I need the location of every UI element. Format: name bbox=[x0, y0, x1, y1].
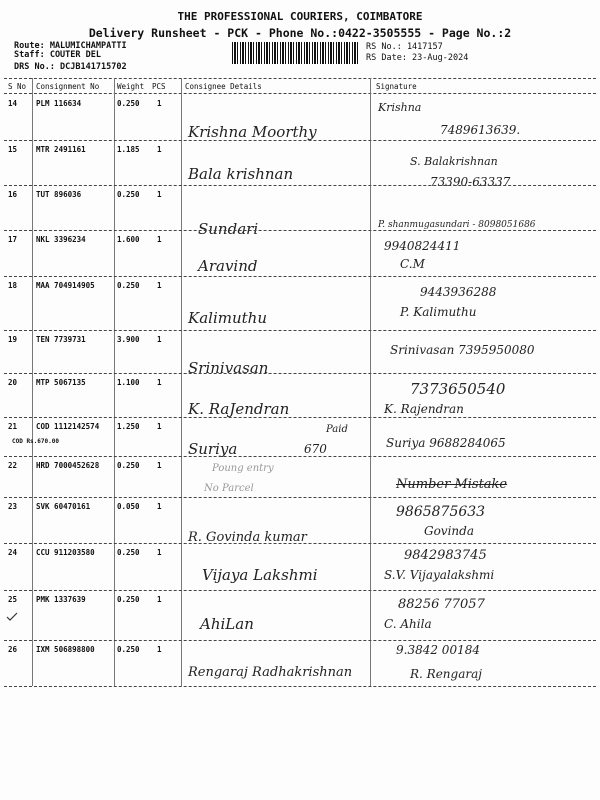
row-rule bbox=[4, 417, 596, 418]
row-pcs: 1 bbox=[157, 378, 162, 387]
row-sno: 17 bbox=[8, 235, 18, 244]
consignee-name: Sundari bbox=[198, 220, 259, 238]
signature-line-2: P. Kalimuthu bbox=[400, 305, 477, 319]
column-divider bbox=[32, 78, 33, 686]
row-rule bbox=[4, 230, 596, 231]
row-weight: 3.900 bbox=[117, 335, 140, 344]
consignee-name: K. RaJendran bbox=[188, 400, 290, 418]
row-pcs: 1 bbox=[157, 235, 162, 244]
signature-line-1: Number Mistake bbox=[396, 477, 508, 492]
row-sno: 26 bbox=[8, 645, 18, 654]
row-sno: 22 bbox=[8, 461, 18, 470]
row-rule bbox=[4, 590, 596, 591]
signature-line-2: K. Rajendran bbox=[384, 402, 464, 416]
row-weight: 1.100 bbox=[117, 378, 140, 387]
row-weight: 1.185 bbox=[117, 145, 140, 154]
consignee-name: Srinivasan bbox=[188, 359, 269, 377]
col-signature-header: Signature bbox=[376, 82, 417, 91]
signature-line-1: Suriya 9688284065 bbox=[386, 436, 506, 450]
column-divider bbox=[114, 78, 115, 686]
signature-line-1: 9.3842 00184 bbox=[396, 643, 480, 657]
row-consignment: TEN 7739731 bbox=[36, 335, 86, 344]
signature-line-1: 9842983745 bbox=[404, 548, 487, 563]
row-weight: 0.250 bbox=[117, 461, 140, 470]
row-rule bbox=[4, 543, 596, 544]
col-consignment-header: Consignment No bbox=[36, 82, 100, 91]
row-sno: 23 bbox=[8, 502, 18, 511]
row-sno: 14 bbox=[8, 99, 18, 108]
signature-line-1: Srinivasan 7395950080 bbox=[390, 343, 535, 357]
signature-line-1: Krishna bbox=[378, 101, 422, 114]
row-rule bbox=[4, 373, 596, 374]
column-divider bbox=[370, 78, 371, 686]
row-pcs: 1 bbox=[157, 335, 162, 344]
signature-line-1: 88256 77057 bbox=[398, 597, 485, 612]
row-pcs: 1 bbox=[157, 190, 162, 199]
column-divider bbox=[181, 78, 182, 686]
row-consignment: HRD 7000452628 bbox=[36, 461, 100, 470]
col-sno-header: S No bbox=[8, 82, 27, 91]
runsheet-title: Delivery Runsheet - PCK - Phone No.:0422-3505555 - Page No.:2 bbox=[88, 26, 512, 40]
row-consignment: PMK 1337639 bbox=[36, 595, 86, 604]
signature-line-1: 9865875633 bbox=[396, 504, 486, 520]
col-pcs-header: PCS bbox=[152, 82, 166, 91]
signature-line-1: 7373650540 bbox=[410, 380, 506, 398]
rs-number: RS No.: 1417157 bbox=[366, 42, 443, 52]
row-weight: 0.250 bbox=[117, 645, 140, 654]
consignee-name: R. Govinda kumar bbox=[188, 530, 307, 545]
signature-line-2: R. Rengaraj bbox=[410, 667, 482, 681]
row-sno: 25 bbox=[8, 595, 18, 604]
row-pcs: 1 bbox=[157, 422, 162, 431]
signature-line-1: P. shanmugasundari - 8098051686 bbox=[378, 220, 536, 230]
consignee-name: Krishna Moorthy bbox=[188, 123, 317, 141]
row-rule bbox=[4, 276, 596, 277]
row-weight: 0.250 bbox=[117, 595, 140, 604]
row-weight: 1.250 bbox=[117, 422, 140, 431]
row-weight: 0.250 bbox=[117, 548, 140, 557]
handwritten-note-1: Poung entry bbox=[212, 463, 274, 474]
consignee-name: Rengaraj Radhakrishnan bbox=[188, 665, 353, 680]
row-weight: 0.250 bbox=[117, 190, 140, 199]
row-consignment: MTP 5067135 bbox=[36, 378, 86, 387]
table-top-rule bbox=[4, 78, 596, 79]
paid-note: Paid bbox=[326, 424, 348, 435]
row-pcs: 1 bbox=[157, 645, 162, 654]
row-weight: 0.050 bbox=[117, 502, 140, 511]
row-consignment: SVK 60470161 bbox=[36, 502, 91, 511]
row-pcs: 1 bbox=[157, 145, 162, 154]
row-consignment: MTR 2491161 bbox=[36, 145, 86, 154]
route-label: Route: MALUMICHAMPATTI bbox=[14, 41, 127, 51]
row-pcs: 1 bbox=[157, 461, 162, 470]
paid-amount: 670 bbox=[304, 442, 327, 456]
row-pcs: 1 bbox=[157, 595, 162, 604]
signature-line-2: S.V. Vijayalakshmi bbox=[384, 568, 495, 582]
check-mark-icon bbox=[6, 612, 18, 622]
row-sno: 15 bbox=[8, 145, 18, 154]
barcode-image bbox=[232, 42, 360, 64]
row-rule bbox=[4, 185, 596, 186]
consignee-name: Vijaya Lakshmi bbox=[202, 566, 318, 584]
row-consignment: TUT 896036 bbox=[36, 190, 82, 199]
header-rule bbox=[4, 93, 596, 94]
row-consignment: CCU 911203580 bbox=[36, 548, 95, 557]
row-pcs: 1 bbox=[157, 548, 162, 557]
row-consignment: IXM 506898800 bbox=[36, 645, 95, 654]
row-sno: 16 bbox=[8, 190, 18, 199]
row-rule bbox=[4, 640, 596, 641]
signature-line-1: 9443936288 bbox=[420, 285, 497, 299]
consignee-name: AhiLan bbox=[200, 615, 254, 633]
row-consignment: PLM 116634 bbox=[36, 99, 82, 108]
row-weight: 1.600 bbox=[117, 235, 140, 244]
signature-line-2: 73390-63337 bbox=[430, 175, 511, 189]
row-pcs: 1 bbox=[157, 281, 162, 290]
signature-line-2: C.M bbox=[400, 257, 425, 271]
row-rule bbox=[4, 330, 596, 331]
col-consignee-header: Consignee Details bbox=[185, 82, 262, 91]
consignee-name: Aravind bbox=[198, 257, 258, 275]
drs-label: DRS No.: DCJB141715702 bbox=[14, 62, 127, 72]
cod-amount: COD Rs.670.00 bbox=[12, 438, 59, 445]
row-weight: 0.250 bbox=[117, 99, 140, 108]
row-sno: 24 bbox=[8, 548, 18, 557]
staff-label: Staff: COUTER DEL bbox=[14, 50, 101, 60]
row-weight: 0.250 bbox=[117, 281, 140, 290]
row-sno: 18 bbox=[8, 281, 18, 290]
col-weight-header: Weight bbox=[117, 82, 145, 91]
row-pcs: 1 bbox=[157, 99, 162, 108]
row-rule bbox=[4, 497, 596, 498]
row-pcs: 1 bbox=[157, 502, 162, 511]
row-rule bbox=[4, 456, 596, 457]
consignee-name: Bala krishnan bbox=[188, 165, 294, 183]
signature-line-2: Govinda bbox=[424, 524, 474, 538]
signature-line-2: C. Ahila bbox=[384, 617, 432, 631]
rs-date: RS Date: 23-Aug-2024 bbox=[366, 53, 469, 63]
signature-line-1: S. Balakrishnan bbox=[410, 155, 498, 168]
signature-line-2: 7489613639. bbox=[440, 123, 521, 137]
consignee-name: Suriya bbox=[188, 440, 238, 458]
row-rule bbox=[4, 140, 596, 141]
row-consignment: NKL 3396234 bbox=[36, 235, 86, 244]
row-sno: 20 bbox=[8, 378, 18, 387]
row-consignment: MAA 704914905 bbox=[36, 281, 95, 290]
row-consignment: COD 1112142574 bbox=[36, 422, 100, 431]
signature-line-1: 9940824411 bbox=[384, 239, 461, 253]
consignee-name: Kalimuthu bbox=[188, 309, 267, 327]
handwritten-note-2: No Parcel bbox=[204, 483, 254, 494]
row-sno: 19 bbox=[8, 335, 18, 344]
row-sno: 21 bbox=[8, 422, 18, 431]
company-title: THE PROFESSIONAL COURIERS, COIMBATORE bbox=[177, 10, 423, 23]
table-bottom-rule bbox=[4, 686, 596, 687]
